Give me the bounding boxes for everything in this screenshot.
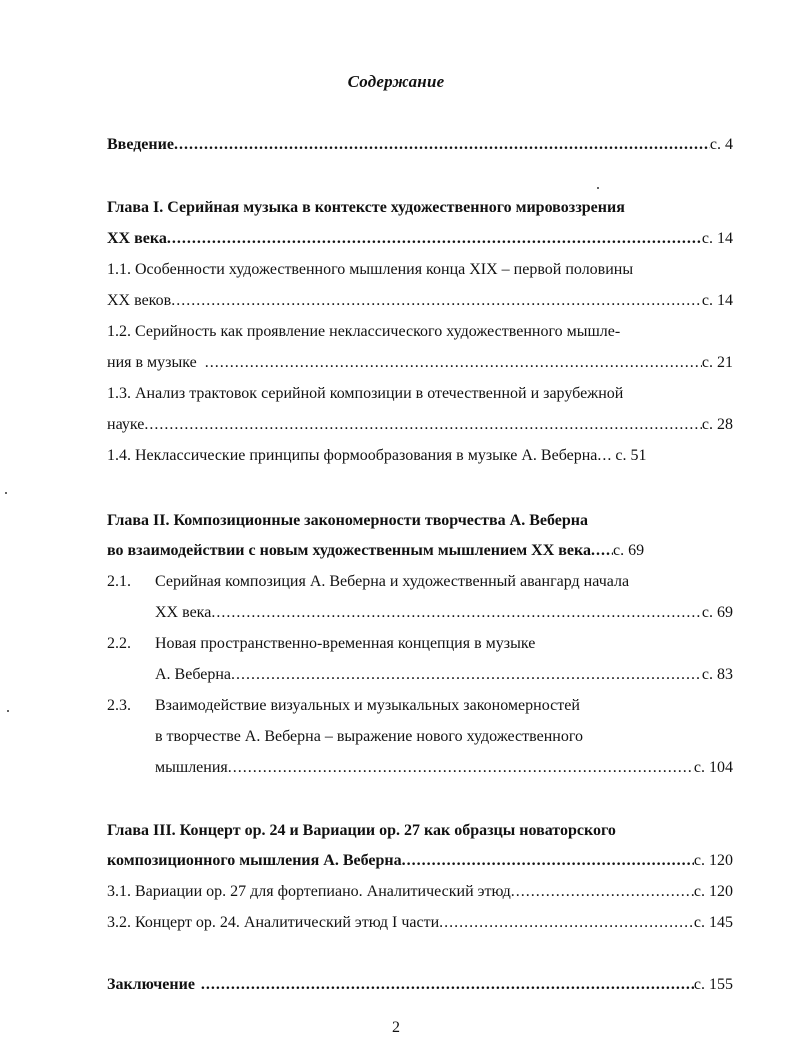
toc-entry-section-1-1 (107, 291, 733, 311)
toc-leader-dots (144, 415, 702, 435)
toc-leader-dots (511, 882, 694, 902)
toc-entry-label: XX века (107, 230, 167, 247)
toc-entry-page: с. 104 (693, 759, 733, 776)
toc-entry-label: ния в музыке (107, 354, 197, 371)
toc-entry-section-2-1 (155, 603, 733, 623)
toc-entry-page: с. 51 (615, 447, 647, 464)
toc-leader-dots (231, 665, 702, 685)
section-1-2-line1: 1.2. Серийность как проявление неклассического художественного мышле- (107, 323, 621, 340)
toc-entry-page: с. 4 (709, 136, 733, 153)
toc-entry-label: XX веков (107, 292, 172, 309)
toc-leader-dots (205, 353, 702, 373)
toc-entry-label: А. Веберна (155, 666, 232, 683)
toc-entry-page: с. 14 (701, 292, 733, 309)
toc-entry-label: Введение (107, 136, 174, 153)
toc-entry-label: XX века (155, 604, 212, 621)
toc-leader-dots (439, 913, 694, 933)
toc-leader-dots (228, 758, 694, 778)
section-2-3-line2: в творчестве А. Веберна – выражение нового художественного (155, 728, 583, 745)
toc-entry-section-1-2 (107, 353, 733, 373)
toc-entry-label: 1.4. Неклассические принципы формообразования в музыке А. Веберна (107, 447, 598, 464)
toc-entry-section-2-2 (155, 665, 733, 685)
toc-entry-conclusion (107, 975, 733, 995)
section-number: 2.2. (107, 635, 131, 652)
toc-leader-dots (402, 851, 694, 871)
scan-speck (597, 187, 599, 189)
toc-leader-dots (597, 446, 611, 466)
toc-entry-page: с. 69 (701, 604, 733, 621)
toc-leader-dots (171, 291, 702, 311)
toc-entry-label: 3.1. Вариации ор. 27 для фортепиано. Аналитический этюд (107, 883, 511, 900)
toc-entry-page: с. 21 (701, 354, 733, 371)
section-2-1-line1: Серийная композиция А. Веберна и художественный авангард начала (155, 573, 630, 590)
section-1-1-line1: 1.1. Особенности художественного мышления конца XIX – первой половины (107, 261, 634, 278)
page-title: Содержание (347, 72, 445, 91)
toc-entry-chapter2 (107, 541, 733, 561)
toc-entry-page: с. 28 (701, 416, 733, 433)
toc-entry-page: с. 120 (693, 852, 733, 869)
toc-leader-dots (201, 975, 694, 995)
toc-leader-dots (167, 229, 702, 249)
section-number: 2.1. (107, 573, 131, 590)
toc-entry-page: с. 120 (693, 883, 733, 900)
toc-entry-page: с. 14 (701, 230, 733, 247)
scan-speck (7, 710, 9, 712)
section-2-3-line1: Взаимодействие визуальных и музыкальных закономерностей (155, 697, 580, 714)
toc-entry-introduction (107, 135, 733, 155)
toc-entry-label: Заключение (107, 976, 195, 993)
section-number: 2.3. (107, 697, 131, 714)
toc-entry-label: во взаимодействии с новым художественным мышлением XX века (107, 542, 591, 559)
scan-speck (5, 492, 7, 494)
page-number: 2 (392, 1019, 400, 1036)
section-2-2-line1: Новая пространственно-временная концепция в музыке (155, 635, 536, 652)
toc-entry-page: с. 83 (701, 666, 733, 683)
toc-leader-dots (211, 603, 702, 623)
chapter2-heading-line1: Глава II. Композиционные закономерности творчества А. Веберна (107, 512, 588, 529)
toc-entry-label: 3.2. Концерт ор. 24. Аналитический этюд I части (107, 914, 440, 931)
toc-entry-chapter1 (107, 229, 733, 249)
toc-entry-section-2-3 (155, 758, 733, 778)
toc-entry-label: композиционного мышления А. Веберна (107, 852, 402, 869)
toc-entry-label: мышления (155, 759, 228, 776)
toc-entry-section-1-4 (107, 446, 733, 466)
toc-entry-page: с. 69 (613, 542, 645, 559)
chapter1-heading-line1: Глава I. Серийная музыка в контексте художественного мировоззрения (107, 199, 625, 216)
toc-entry-section-3-2 (107, 913, 733, 933)
toc-entry-label: науке (107, 416, 145, 433)
section-1-3-line1: 1.3. Анализ трактовок серийной композиции в отечественной и зарубежной (107, 385, 624, 402)
toc-entry-page: с. 155 (693, 976, 733, 993)
toc-entry-page: с. 145 (693, 914, 733, 931)
chapter3-heading-line1: Глава III. Концерт ор. 24 и Вариации ор. 27 как образцы новаторского (107, 822, 616, 839)
toc-leader-dots (174, 135, 710, 155)
toc-entry-section-1-3 (107, 415, 733, 435)
toc-entry-section-3-1 (107, 882, 733, 902)
toc-leader-dots (591, 541, 613, 561)
toc-entry-chapter3 (107, 851, 733, 871)
